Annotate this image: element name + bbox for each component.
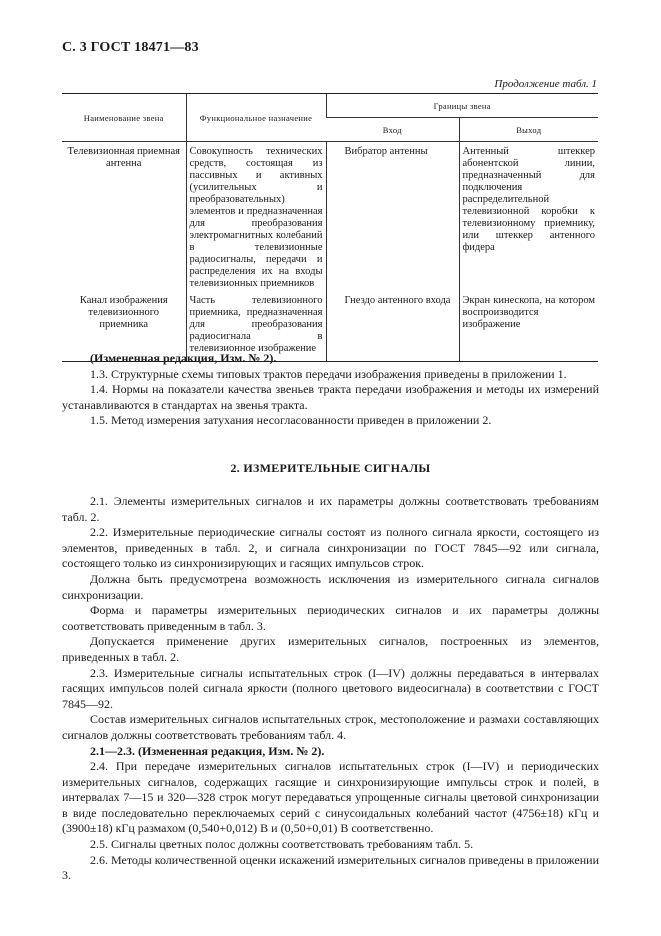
cell-output: Антенный штеккер абонентской линии, предназначенный для подключения распределительной телевизионной коробки к телевизионному приемнику, или штеккер антенного фидера — [459, 142, 598, 291]
cell-input: Вибратор антенны — [326, 142, 459, 291]
header-output: Выход — [459, 118, 598, 142]
cell-name: Канал изображения телевизионного приемника — [62, 290, 186, 362]
header-boundaries: Границы звена — [326, 94, 598, 118]
header-input: Вход — [326, 118, 459, 142]
header-name: Наименование звена — [62, 94, 186, 142]
paragraph-2-5: 2.5. Сигналы цветных полос должны соответствовать требованиям табл. 5. — [90, 837, 474, 852]
header-function: Функциональное назначение — [186, 94, 326, 142]
paragraph-2-1: 2.1. Элементы измерительных сигналов и их параметры должны соответствовать требованиям табл. 2. — [62, 494, 599, 524]
paragraph-other-signals: Допускается применение других измерительных сигналов, построенных из элементов, приведенных в табл. 2. — [62, 634, 599, 664]
paragraphs-top — [62, 351, 599, 429]
paragraph-1-3: 1.3. Структурные схемы типовых трактов передачи изображения приведены в приложении 1. — [90, 366, 567, 381]
paragraph-1-4: 1.4. Нормы на показатели качества звеньев тракта передачи изображения и методы их измерений устанавливаются в стандартах на звенья тракта. — [62, 382, 599, 412]
cell-output: Экран кинескопа, на котором воспроизводится изображение — [459, 290, 598, 362]
page-header: С. 3 ГОСТ 18471—83 — [62, 40, 199, 55]
paragraph-composition: Состав измерительных сигналов испытательных строк, местоположение и размахи составляющих сигналов должны соответствовать требованиям табл. 4. — [62, 712, 599, 742]
cell-function: Часть телевизионного приемника, предназначенная для преобразования радиосигнала в телевизионное изображение — [186, 290, 326, 362]
cell-function: Совокупность технических средств, состоящая из пассивных и активных (усилительных и преобразовательных) элементов и предназначенная для преобразования электромагнитных колебаний в телевизионные радиосигналы, передачи и распределения их на входы телевизионных приемников — [186, 142, 326, 291]
section-title: 2. ИЗМЕРИТЕЛЬНЫЕ СИГНАЛЫ — [230, 461, 431, 475]
paragraphs-section-2 — [62, 494, 599, 884]
paragraph-2-6: 2.6. Методы количественной оценки искажений измерительных сигналов приведены в приложении 3. — [62, 852, 599, 883]
paragraph-2-4: 2.4. При передаче измерительных сигналов испытательных строк (I—IV) и периодических измерительных сигналов, содержащих гасящие и синхронизирующие импульсы строк и полей, в интервалах 7—15 и 320—328 строк могут передаваться упрощенные сигналы цветовой синхронизации в виде последовательно переключаемых серий с синусоидальных колебаний частот (4756±18) кГц и (3900±18) кГц размахом (0,540+0,012) В и (0,50+0,01) В соответственно. — [62, 759, 599, 836]
paragraph-sync-exclusion: Должна быть предусмотрена возможность исключения из измерительного сигнала сигналов синхронизации. — [62, 571, 599, 602]
paragraph-2-3: 2.3. Измерительные сигналы испытательных строк (I—IV) должны передаваться в интервалах гасящих импульсов полей сигнала яркости (полного цветового видеосигнала) в соответствии с ГОСТ 7845—92. — [62, 665, 599, 711]
cell-name: Телевизионная приемная антенна — [67, 146, 180, 169]
amendment-note-2: 2.1—2.3. (Измененная редакция, Изм. № 2). — [90, 743, 325, 758]
cell-input: Гнездо антенного входа — [326, 290, 459, 362]
paragraph-1-5: 1.5. Метод измерения затухания несогласованности приведен в приложении 2. — [90, 413, 492, 428]
table-links — [62, 93, 598, 362]
amendment-note: (Измененная редакция, Изм. № 2). — [90, 351, 277, 365]
table-row — [62, 142, 598, 291]
paragraph-form-params: Форма и параметры измерительных периодических сигналов и их параметры должны соответствовать приведенным в табл. 3. — [62, 603, 599, 633]
paragraph-2-2: 2.2. Измерительные периодические сигналы состоят из полного сигнала яркости, состоящего из элементов, приведенных в табл. 2, и сигнала синхронизации по ГОСТ 7845—92 или сигнала, состоящего только из синхронизирующих и гасящих импульсов строк. — [62, 525, 599, 571]
table-continuation-label: Продолжение табл. 1 — [494, 78, 597, 90]
